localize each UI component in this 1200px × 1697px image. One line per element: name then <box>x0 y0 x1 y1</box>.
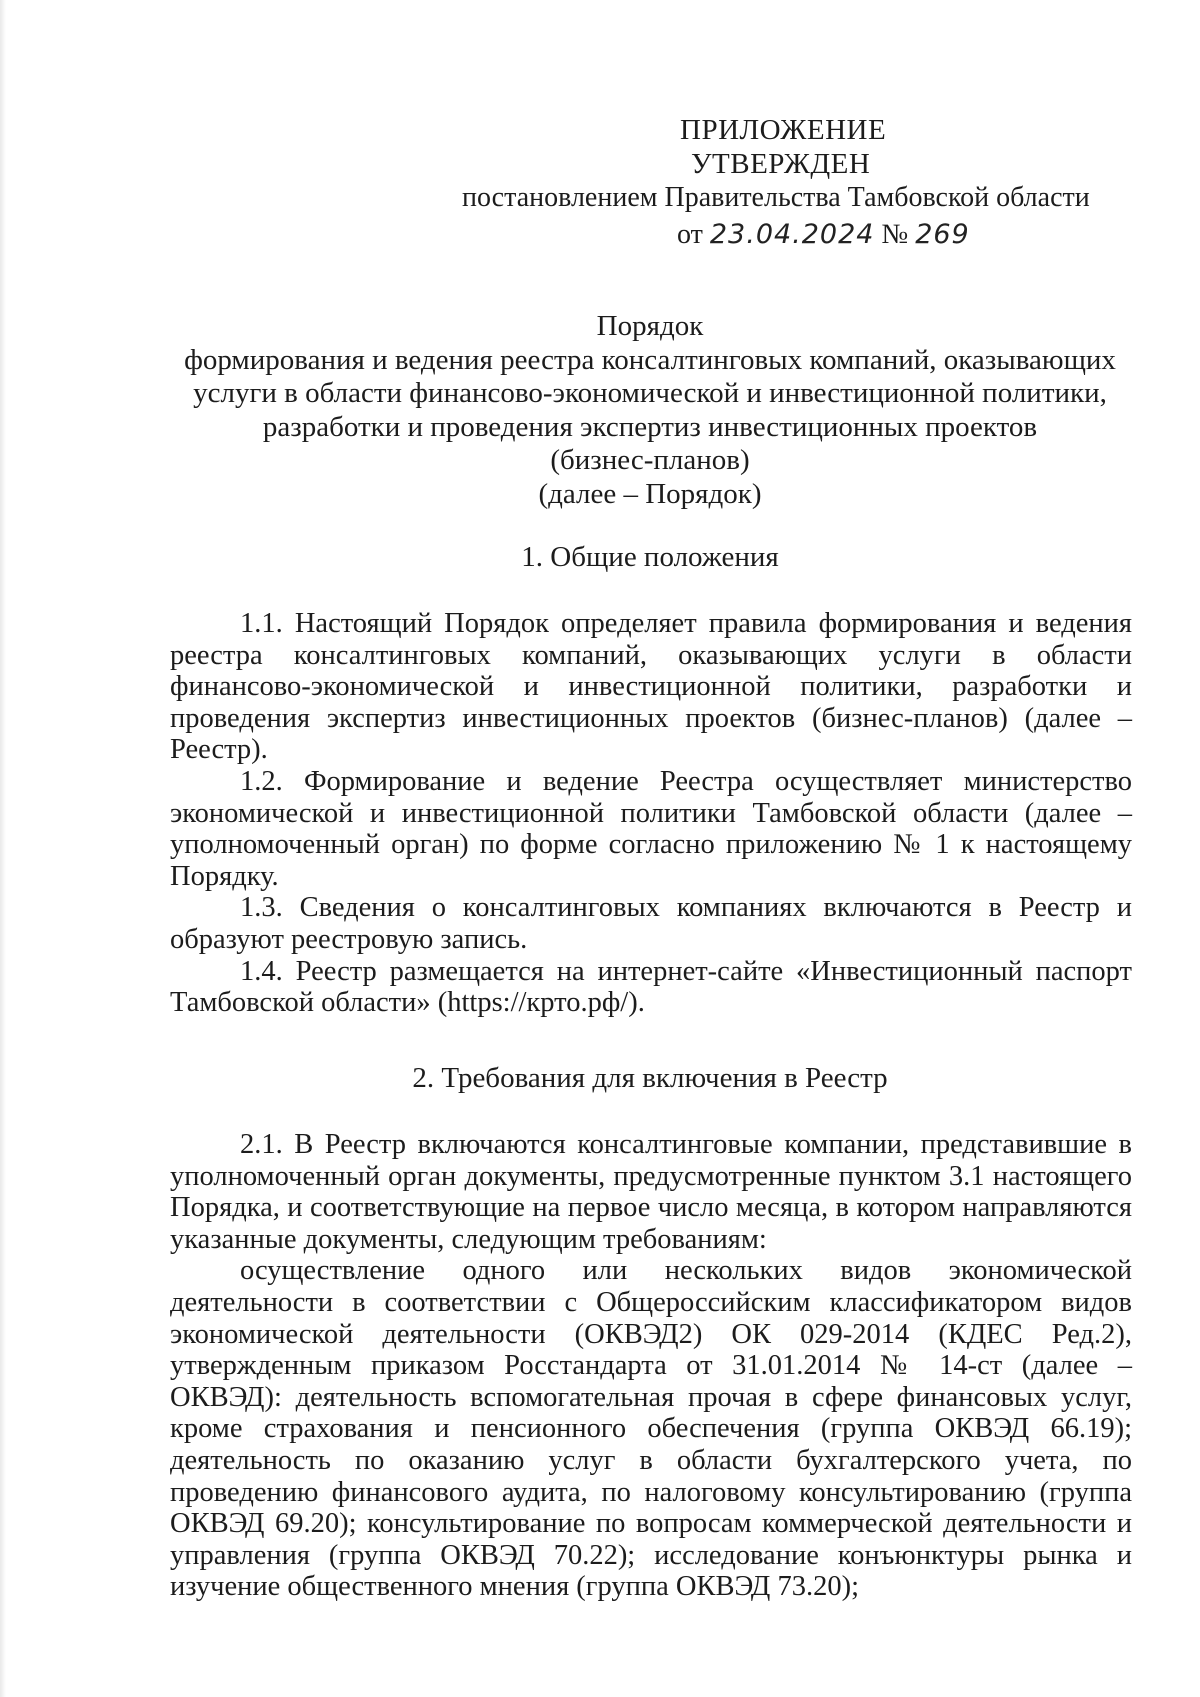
number-prefix: № <box>881 219 909 250</box>
handwritten-date: 23.04.2024 <box>709 219 875 250</box>
section-1-body <box>170 608 1132 1019</box>
title-line: услуги в области финансово-экономической и инвестиционной политики, <box>193 377 1107 409</box>
paragraph-1-4: 1.4. Реестр размещается на интернет-сайте «Инвестиционный паспорт Тамбовской области» (https://крто.рф/). <box>170 955 1132 1019</box>
title-line: формирования и ведения реестра консалтинговых компаний, оказывающих <box>184 343 1116 376</box>
appendix-label: ПРИЛОЖЕНИЕ <box>680 114 887 146</box>
handwritten-number: 269 <box>915 219 970 250</box>
decree-reference: постановлением Правительства Тамбовской области <box>462 182 1090 213</box>
section-2-body <box>170 1129 1132 1603</box>
title-line: (далее – Порядок) <box>538 477 762 510</box>
title-line: Порядок <box>596 310 704 342</box>
paragraph-1-1: 1.1. Настоящий Порядок определяет правила формирования и ведения реестра консалтинговых компаний, оказывающих услуги в области финансово-экономической и инвестиционной политики, разработки и проведения экспертиз инвестиционных проектов (бизнес-планов) (далее – Реестр). <box>170 608 1132 766</box>
section-1-heading: 1. Общие положения <box>521 541 779 573</box>
approved-label: УТВЕРЖДЕН <box>691 148 871 180</box>
approval-stamp-block <box>462 113 1142 252</box>
scan-edge <box>0 0 6 1697</box>
paragraph-2-1-item: осуществление одного или нескольких видов экономической деятельности в соответствии с Общероссийским классификатором видов экономической деятельности (ОКВЭД2) ОК 029-2014 (КДЕС Ред.2), утвержденным приказом Росстандарта от 31.01.2014 № 14-ст (далее – ОКВЭД): деятельность вспомогательная прочая в сфере финансовых услуг, кроме страхования и пенсионного обеспечения (группа ОКВЭД 66.19); деятельность по оказанию услуг в области бухгалтерского учета, по проведению финансового аудита, по налоговому консультированию (группа ОКВЭД 69.20); консультирование по вопросам коммерческой деятельности и управления (группа ОКВЭД 70.22); исследование конъюнктуры рынка и изучение общественного мнения (группа ОКВЭД 73.20); <box>170 1255 1132 1603</box>
section-2-heading: 2. Требования для включения в Реестр <box>412 1062 888 1094</box>
date-prefix: от <box>677 219 703 250</box>
paragraph-2-1: 2.1. В Реестр включаются консалтинговые компании, представившие в уполномоченный орган документы, предусмотренные пунктом 3.1 настоящего Порядка, и соответствующие на первое число месяца, в котором направляются указанные документы, следующим требованиям: <box>170 1129 1132 1255</box>
title-line: (бизнес-планов) <box>550 444 750 476</box>
paragraph-1-2: 1.2. Формирование и ведение Реестра осуществляет министерство экономической и инвестиционной политики Тамбовской области (далее – уполномоченный орган) по форме согласно приложению № 1 к настоящему Порядку. <box>170 765 1132 892</box>
paragraph-1-3: 1.3. Сведения о консалтинговых компаниях включаются в Реестр и образуют реестровую запись. <box>170 892 1132 955</box>
title-line: разработки и проведения экспертиз инвестиционных проектов <box>262 410 1038 443</box>
decree-date-number <box>462 218 1142 252</box>
document-title <box>170 310 1130 511</box>
